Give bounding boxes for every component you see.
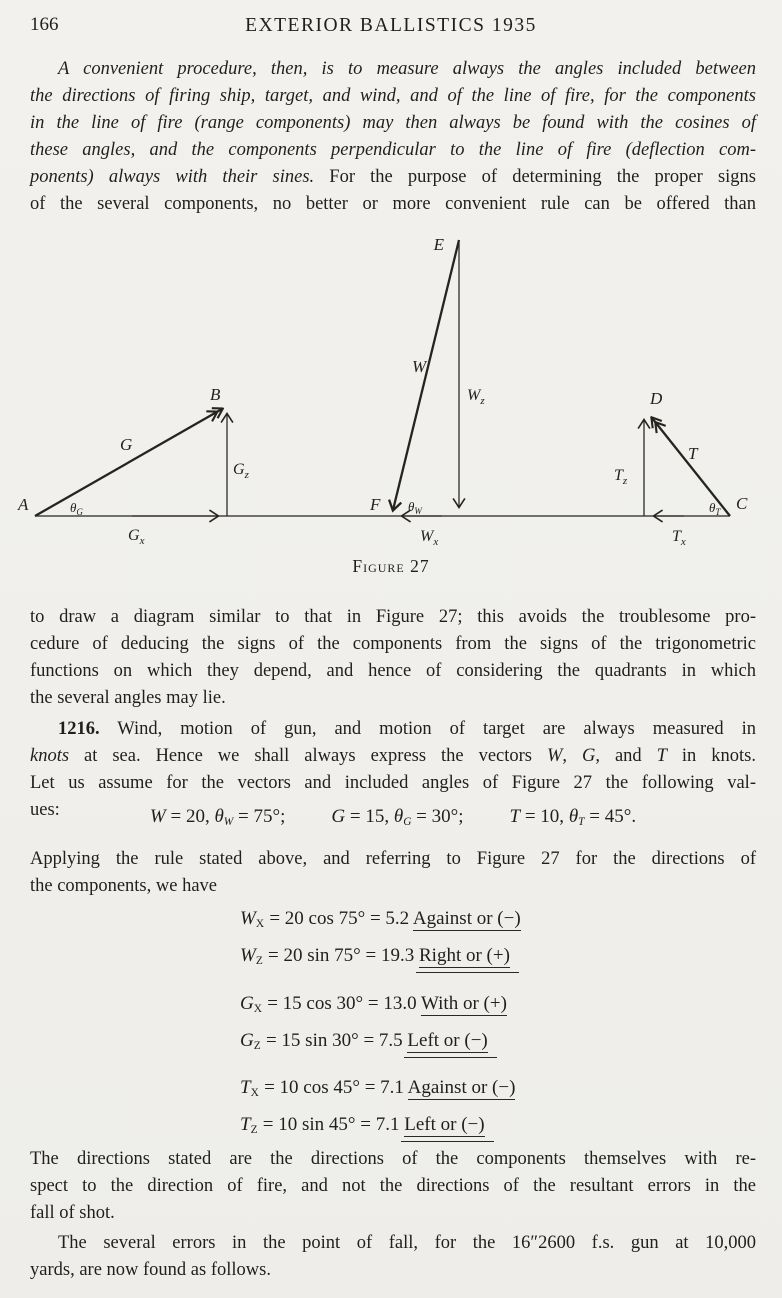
text-line: of the several components, no better or more convenient rule can be offered than — [30, 194, 756, 214]
text-line: ues: — [30, 800, 60, 820]
text-line: in the line of fire (range components) may then always be found with the cosines of — [30, 113, 756, 133]
figure-caption: Figure 27 — [352, 556, 430, 576]
text-line: the several angles may lie. — [30, 688, 226, 708]
text-line: 1216. Wind, motion of gun, and motion of target are always measured in — [58, 719, 756, 739]
text-line: yards, are now found as follows. — [30, 1260, 271, 1280]
paragraph-intro — [30, 56, 756, 218]
figure-27-vector-diagram — [12, 230, 772, 546]
page-number: 166 — [30, 14, 59, 35]
label-A: A — [18, 495, 29, 514]
label-theta-W: $\theta_W$ — [408, 499, 422, 516]
equation-tx: TX = 10 cos 45° = 7.1 Against or (−) — [240, 1077, 516, 1100]
text-line: these angles, and the components perpendicular to the line of fire (deflection com- — [30, 140, 756, 160]
text-line: The several errors in the point of fall, for the 16″2600 f.s. gun at 10,000 — [58, 1233, 756, 1253]
text-line: fall of shot. — [30, 1203, 115, 1223]
equation-wx: WX = 20 cos 75° = 5.2 Against or (−) — [240, 908, 521, 931]
label-Gz: $G_z$ — [233, 461, 249, 481]
equation-group-wind — [240, 903, 760, 977]
label-Gx: $G_x$ — [128, 527, 145, 546]
label-theta-G: $\theta_G$ — [70, 500, 83, 517]
text-line: Applying the rule stated above, and referring to Figure 27 for the directions of — [30, 849, 756, 869]
vector-T — [652, 418, 730, 516]
label-Wz: $W_z$ — [467, 387, 485, 407]
running-title: EXTERIOR BALLISTICS 1935 — [245, 15, 537, 36]
label-W: W — [412, 357, 427, 376]
label-Tx: $T_x$ — [672, 528, 686, 546]
label-F: F — [370, 495, 381, 514]
paragraph-applying — [30, 846, 756, 900]
paragraph-errors — [30, 1230, 756, 1284]
label-C: C — [736, 494, 748, 513]
label-Wx: $W_x$ — [420, 528, 439, 546]
text-line: spect to the direction of fire, and not the directions of the resultant errors in the — [30, 1176, 756, 1196]
paragraph-after-figure — [30, 604, 756, 712]
text-line: Let us assume for the vectors and included angles of Figure 27 the following val- — [30, 773, 756, 793]
equation-gz: GZ = 15 sin 30° = 7.5 Left or (−) — [240, 1030, 488, 1053]
text-line: functions on which they depend, and hence of considering the quadrants in which — [30, 661, 756, 681]
equation-wz: WZ = 20 sin 75° = 19.3 Right or (+) — [240, 945, 510, 968]
text-line: The directions stated are the directions of the components themselves with re- — [30, 1149, 756, 1169]
equation-tz: TZ = 10 sin 45° = 7.1 Left or (−) — [240, 1114, 485, 1137]
label-B: B — [210, 385, 221, 404]
equation-group-target — [240, 1072, 760, 1146]
text-line: the components, we have — [30, 876, 217, 896]
equation-gx: GX = 15 cos 30° = 13.0 With or (+) — [240, 993, 507, 1016]
equation-given-values: W = 20, θW = 75°; G = 15, θG = 30°; T = 10, θT = 45°. — [149, 806, 637, 829]
label-theta-T: $\theta_T$ — [709, 500, 721, 517]
text-line: ponents) always with their sines. For the purpose of determining the proper signs — [30, 167, 756, 187]
label-T: T — [688, 444, 698, 463]
text-line: the directions of firing ship, target, and wind, and of the line of fire, for the components — [30, 86, 756, 106]
text-line: A convenient procedure, then, is to measure always the angles included between — [58, 59, 756, 79]
text-line: cedure of deducing the signs of the components from the signs of the trigonometric — [30, 634, 756, 654]
label-Tz: $T_z$ — [614, 467, 628, 487]
label-D: D — [650, 389, 663, 408]
text-line: to draw a diagram similar to that in Figure 27; this avoids the troublesome pro- — [30, 607, 756, 627]
label-G: G — [120, 435, 133, 454]
text-line: knots at sea. Hence we shall always express the vectors W, G, and T in knots. — [30, 746, 756, 766]
equation-group-gun — [240, 988, 760, 1062]
vector-G — [35, 409, 222, 516]
label-E: E — [433, 235, 444, 254]
paragraph-directions — [30, 1146, 756, 1227]
